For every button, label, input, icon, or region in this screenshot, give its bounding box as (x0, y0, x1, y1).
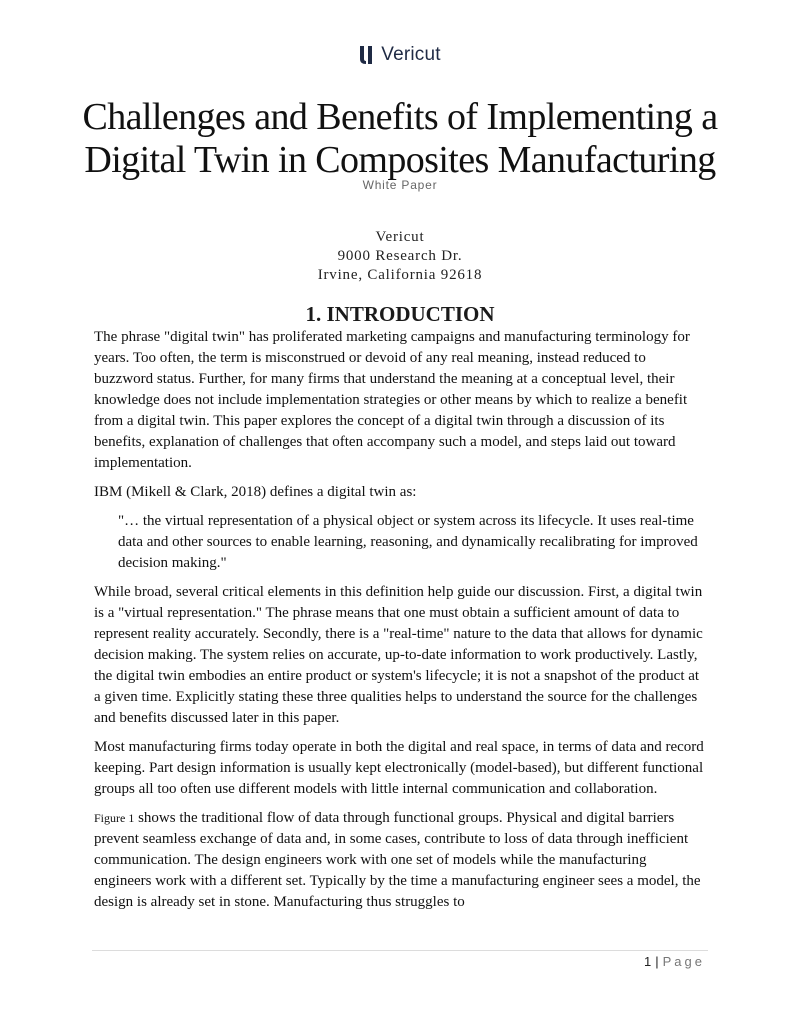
address-company: Vericut (375, 229, 425, 245)
paragraph: While broad, several critical elements in this definition help guide our discussion. First, a digital twin is a "virtual representation." The phrase means that one must obtain a sufficient amount of data to represent reality accurately. Secondly, there is a "real-time" nature to the data that allows for dynamic decision making. The system relies on accurate, up-to-date information to work productively. Lastly, the digital twin embodies an entire product or system's lifecycle; it is not a snapshot of the product at a given time. Explicitly stating these three qualities helps to understand the source for the challenges and benefits discussed later in this paper. (94, 584, 703, 726)
page-label: Page (662, 954, 705, 969)
document-subtitle: White Paper (362, 178, 438, 192)
logo-text: Vericut (381, 44, 441, 65)
page-number: 1 (644, 954, 652, 969)
address-street: 9000 Research Dr. (337, 248, 463, 264)
vericut-logo-icon (359, 45, 375, 65)
document-body (94, 327, 706, 921)
paragraph (94, 808, 706, 913)
definition-quote: "… the virtual representation of a physical object or system across its lifecycle. It uses real-time data and other sources to enable learning, reasoning, and dynamically recalibrating for improved decision making." (118, 513, 698, 571)
section-heading: 1. INTRODUCTION (305, 302, 495, 326)
paragraph-text: shows the traditional flow of data through functional groups. Physical and digital barriers prevent seamless exchange of data and, in some cases, contribute to loss of data through inefficient communication. The design engineers work with one set of models while the manufacturing engineers work with a different set. Typically by the time a manufacturing engineer sees a model, the design is already set in stone. Manufacturing thus struggles to (94, 810, 701, 910)
address-block (0, 228, 800, 285)
footer-divider (92, 950, 708, 951)
paragraph: Most manufacturing firms today operate in both the digital and real space, in terms of data and record keeping. Part design information is usually kept electronically (model-based), but different functional groups all too often use different models with little internal communication and collaboration. (94, 739, 704, 797)
figure-reference-link[interactable]: Figure 1 (94, 811, 135, 825)
address-city: Irvine, California 92618 (317, 267, 483, 283)
footer-separator: | (655, 954, 659, 969)
header-logo (0, 44, 800, 66)
document-title: Challenges and Benefits of Implementing a Digital Twin in Composites Manufacturing (82, 96, 718, 181)
page-footer (644, 954, 705, 969)
paragraph: IBM (Mikell & Clark, 2018) defines a digital twin as: (94, 484, 417, 500)
paragraph: The phrase "digital twin" has proliferated marketing campaigns and manufacturing terminology for years. Too often, the term is misconstrued or devoid of any real meaning, instead reduced to buzzword status. Further, for many firms that understand the meaning at a conceptual level, their knowledge does not include implementation strategies or other means by which to realize a benefit from a digital twin. This paper explores the concept of a digital twin through a discussion of its benefits, explanation of challenges that often accompany such a model, and steps laid out toward implementation. (94, 329, 690, 471)
